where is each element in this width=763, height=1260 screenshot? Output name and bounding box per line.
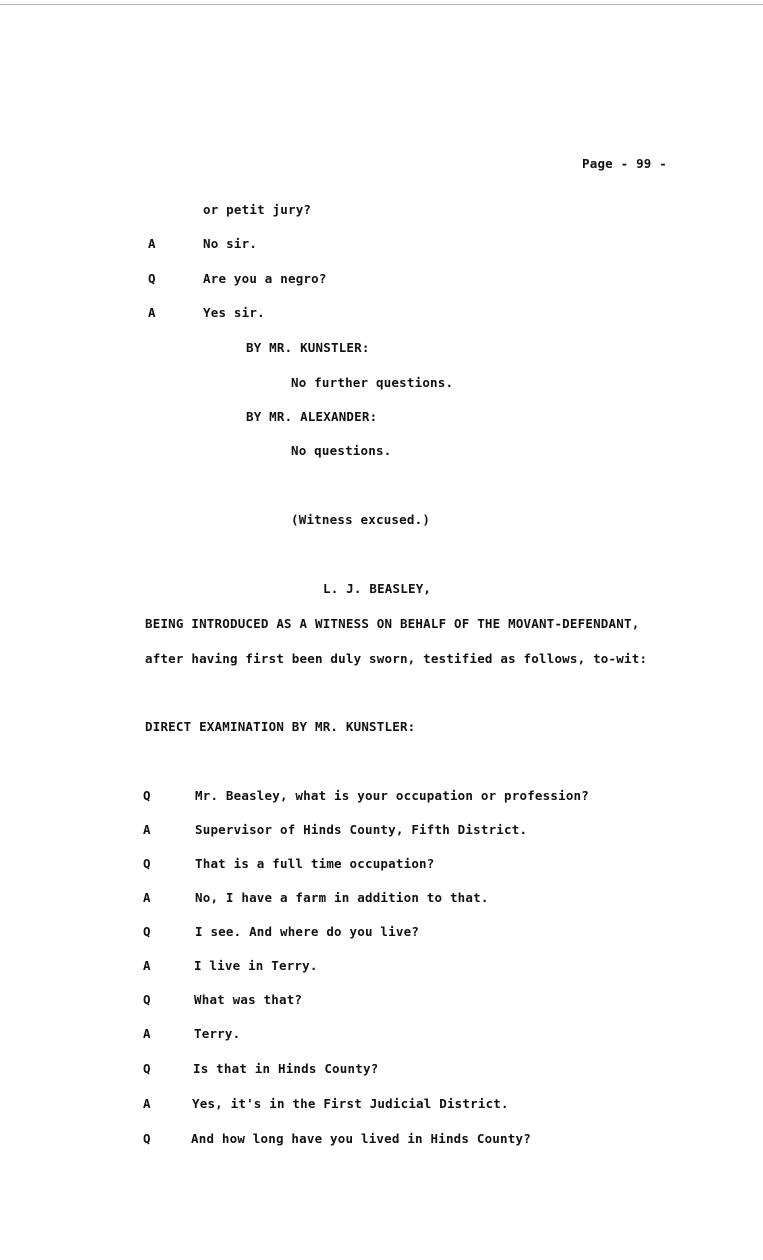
line-text: I see. And where do you live? [195, 924, 420, 939]
speaker-label: A [148, 305, 156, 320]
speaker-label: Q [148, 271, 156, 286]
line-text: That is a full time occupation? [195, 856, 435, 871]
line-text: Yes, it's in the First Judicial District. [192, 1096, 509, 1111]
page-number: Page - 99 - [582, 156, 667, 171]
speaker-label: Q [143, 992, 151, 1007]
examiner-heading: BY MR. KUNSTLER: [246, 340, 370, 355]
speaker-label: A [143, 958, 151, 973]
line-text: Mr. Beasley, what is your occupation or profession? [195, 788, 590, 803]
examiner-remark: No questions. [291, 443, 392, 458]
line-text: or petit jury? [203, 202, 312, 217]
line-text: And how long have you lived in Hinds County? [191, 1131, 531, 1146]
speaker-label: A [143, 1026, 151, 1041]
line-text: Supervisor of Hinds County, Fifth District. [195, 822, 528, 837]
speaker-label: A [143, 1096, 151, 1111]
speaker-label: Q [143, 924, 151, 939]
speaker-label: A [143, 890, 151, 905]
line-text: What was that? [194, 992, 303, 1007]
speaker-label: Q [143, 856, 151, 871]
line-text: No, I have a farm in addition to that. [195, 890, 489, 905]
top-rule [0, 4, 763, 5]
witness-name: L. J. BEASLEY, [323, 581, 432, 596]
speaker-label: A [148, 236, 156, 251]
intro-line: after having first been duly sworn, testified as follows, to-wit: [145, 651, 648, 666]
speaker-label: Q [143, 788, 151, 803]
line-text: Terry. [194, 1026, 241, 1041]
line-text: Are you a negro? [203, 271, 327, 286]
direct-examination-heading: DIRECT EXAMINATION BY MR. KUNSTLER: [145, 719, 416, 734]
examiner-heading: BY MR. ALEXANDER: [246, 409, 378, 424]
speaker-label: A [143, 822, 151, 837]
line-text: I live in Terry. [194, 958, 318, 973]
line-text: No sir. [203, 236, 258, 251]
witness-excused: (Witness excused.) [291, 512, 431, 527]
line-text: Yes sir. [203, 305, 265, 320]
speaker-label: Q [143, 1131, 151, 1146]
line-text: Is that in Hinds County? [193, 1061, 379, 1076]
intro-line: BEING INTRODUCED AS A WITNESS ON BEHALF OF THE MOVANT-DEFENDANT, [145, 616, 640, 631]
speaker-label: Q [143, 1061, 151, 1076]
examiner-remark: No further questions. [291, 375, 454, 390]
